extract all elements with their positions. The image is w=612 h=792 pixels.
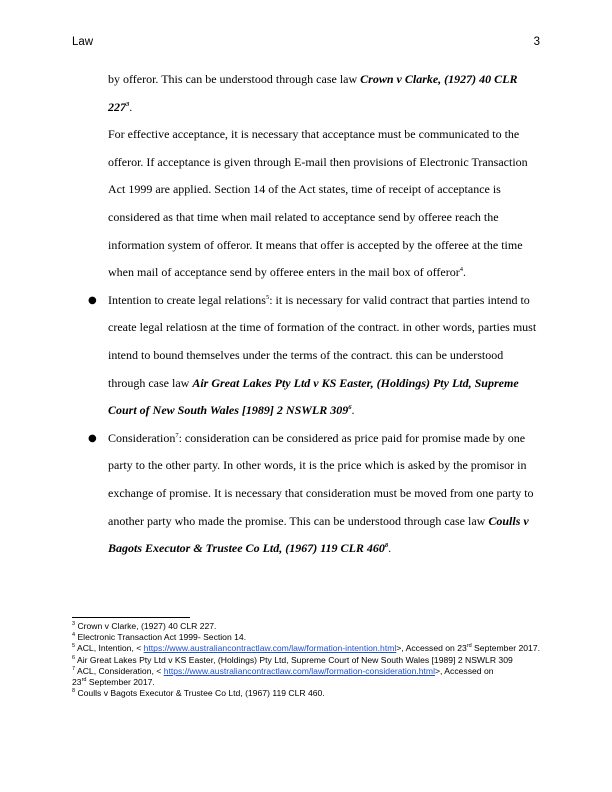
ordinal-suffix: rd — [466, 643, 472, 650]
case-citation: Air Great Lakes Pty Ltd v KS Easter, (Holdings) Pty Ltd, Supreme Court of New South Wales [1989] 2 NSWLR 309 — [108, 375, 519, 418]
paragraph-text: by offeror. This can be understood through case law — [108, 72, 361, 86]
footnote-number: 8 — [72, 688, 76, 695]
footnote — [72, 666, 542, 688]
paragraph — [108, 121, 540, 287]
footnote-ref: 4 — [459, 266, 463, 274]
footnote — [72, 643, 542, 654]
paragraph — [108, 66, 540, 121]
footnote-text: Electronic Transaction Act 1999- Section 14. — [75, 632, 247, 643]
punctuation: . — [129, 99, 133, 114]
paragraph-text: For effective acceptance, it is necessary that acceptance must be communicated to the offeror. If acceptance is given through E-mail then provisions of Electronic Transaction Act 1999 are applied. Section 14 of the Act states, time of receipt of acceptance is considered as that time when mail related to acceptance send by offeree reach the information system of offeror. It means that offer is accepted by the offeree at the time when mail of acceptance send by offeree enters in the mail box of offeror — [108, 127, 528, 280]
footnote-number: 3 — [72, 621, 76, 628]
footnote-number: 7 — [72, 665, 76, 672]
footnote-text: Crown v Clarke, (1927) 40 CLR 227. — [75, 621, 217, 631]
footnote-text: September 2017. — [86, 677, 155, 688]
footnote-text: 23 — [72, 677, 82, 688]
footnote-ref: 5 — [265, 293, 270, 301]
footnote-text: ACL, Intention, < — [75, 643, 144, 654]
footnote — [72, 655, 542, 666]
footnote-ref: 8 — [384, 542, 389, 550]
case-citation: Coulls v Bagots Executor & Trustee Co Ltd, (1967) 119 CLR 460 — [108, 513, 529, 556]
list-item-lead: Intention to create legal relations — [108, 292, 266, 307]
footnote-ref: 3 — [126, 100, 130, 108]
footnote-text: Coulls v Bagots Executor & Trustee Co Ltd, (1967) 119 CLR 460. — [75, 688, 325, 699]
footnote-text: ACL, Consideration, < — [75, 665, 164, 676]
list-item-lead: Consideration — [108, 430, 176, 445]
ordinal-suffix: rd — [81, 677, 87, 684]
footnote-ref: 7 — [175, 431, 179, 439]
punctuation: . — [463, 265, 466, 280]
case-citation: Crown v Clarke, (1927) 40 CLR 227 — [108, 72, 518, 114]
footnote — [72, 632, 542, 643]
bullet-icon: ● — [88, 432, 97, 444]
punctuation: . — [388, 541, 392, 556]
footnote-link[interactable]: https://www.australiancontractlaw.com/law/formation-consideration.html — [163, 665, 435, 676]
list-item — [88, 425, 540, 563]
page-number: 3 — [533, 36, 540, 48]
footnote-ref: 6 — [348, 404, 352, 412]
list-item-text: : it is necessary for valid contract that parties intend to create legal relatiosn at the time of formation of the contract. in other words, parties must intend to bound themselves under the terms of the contract. this can be understood through case law — [108, 292, 537, 390]
footnote-text: >, Accessed on 23 — [396, 643, 467, 654]
footnote-link[interactable]: https://www.australiancontractlaw.com/law/formation-intention.html — [143, 643, 397, 654]
footnote-text: September 2017. — [471, 643, 540, 654]
footnote — [72, 621, 542, 632]
footnotes — [72, 621, 542, 699]
footnote — [72, 688, 542, 699]
footnote-number: 6 — [72, 654, 76, 661]
footnote-text: >, Accessed on — [434, 665, 494, 676]
bullet-icon: ● — [88, 294, 97, 306]
body-text — [88, 66, 540, 563]
footnote-text: Air Great Lakes Pty Ltd v KS Easter, (Holdings) Pty Ltd, Supreme Court of New South Wales [1989] 2 NSWLR 309 — [75, 654, 513, 665]
list-item-text: : consideration can be considered as price paid for promise made by one party to the other party. In other words, it is the price which is asked by the promisor in exchange of promise. It is necessary that consideration must be moved from one party to another party who made the promise. This can be understood through case law — [108, 430, 534, 528]
punctuation: . — [351, 403, 355, 418]
footnote-separator — [72, 617, 190, 618]
list-item — [88, 287, 540, 425]
footnote-number: 5 — [72, 643, 76, 650]
running-header: Law — [72, 36, 94, 48]
footnote-number: 4 — [72, 632, 76, 639]
